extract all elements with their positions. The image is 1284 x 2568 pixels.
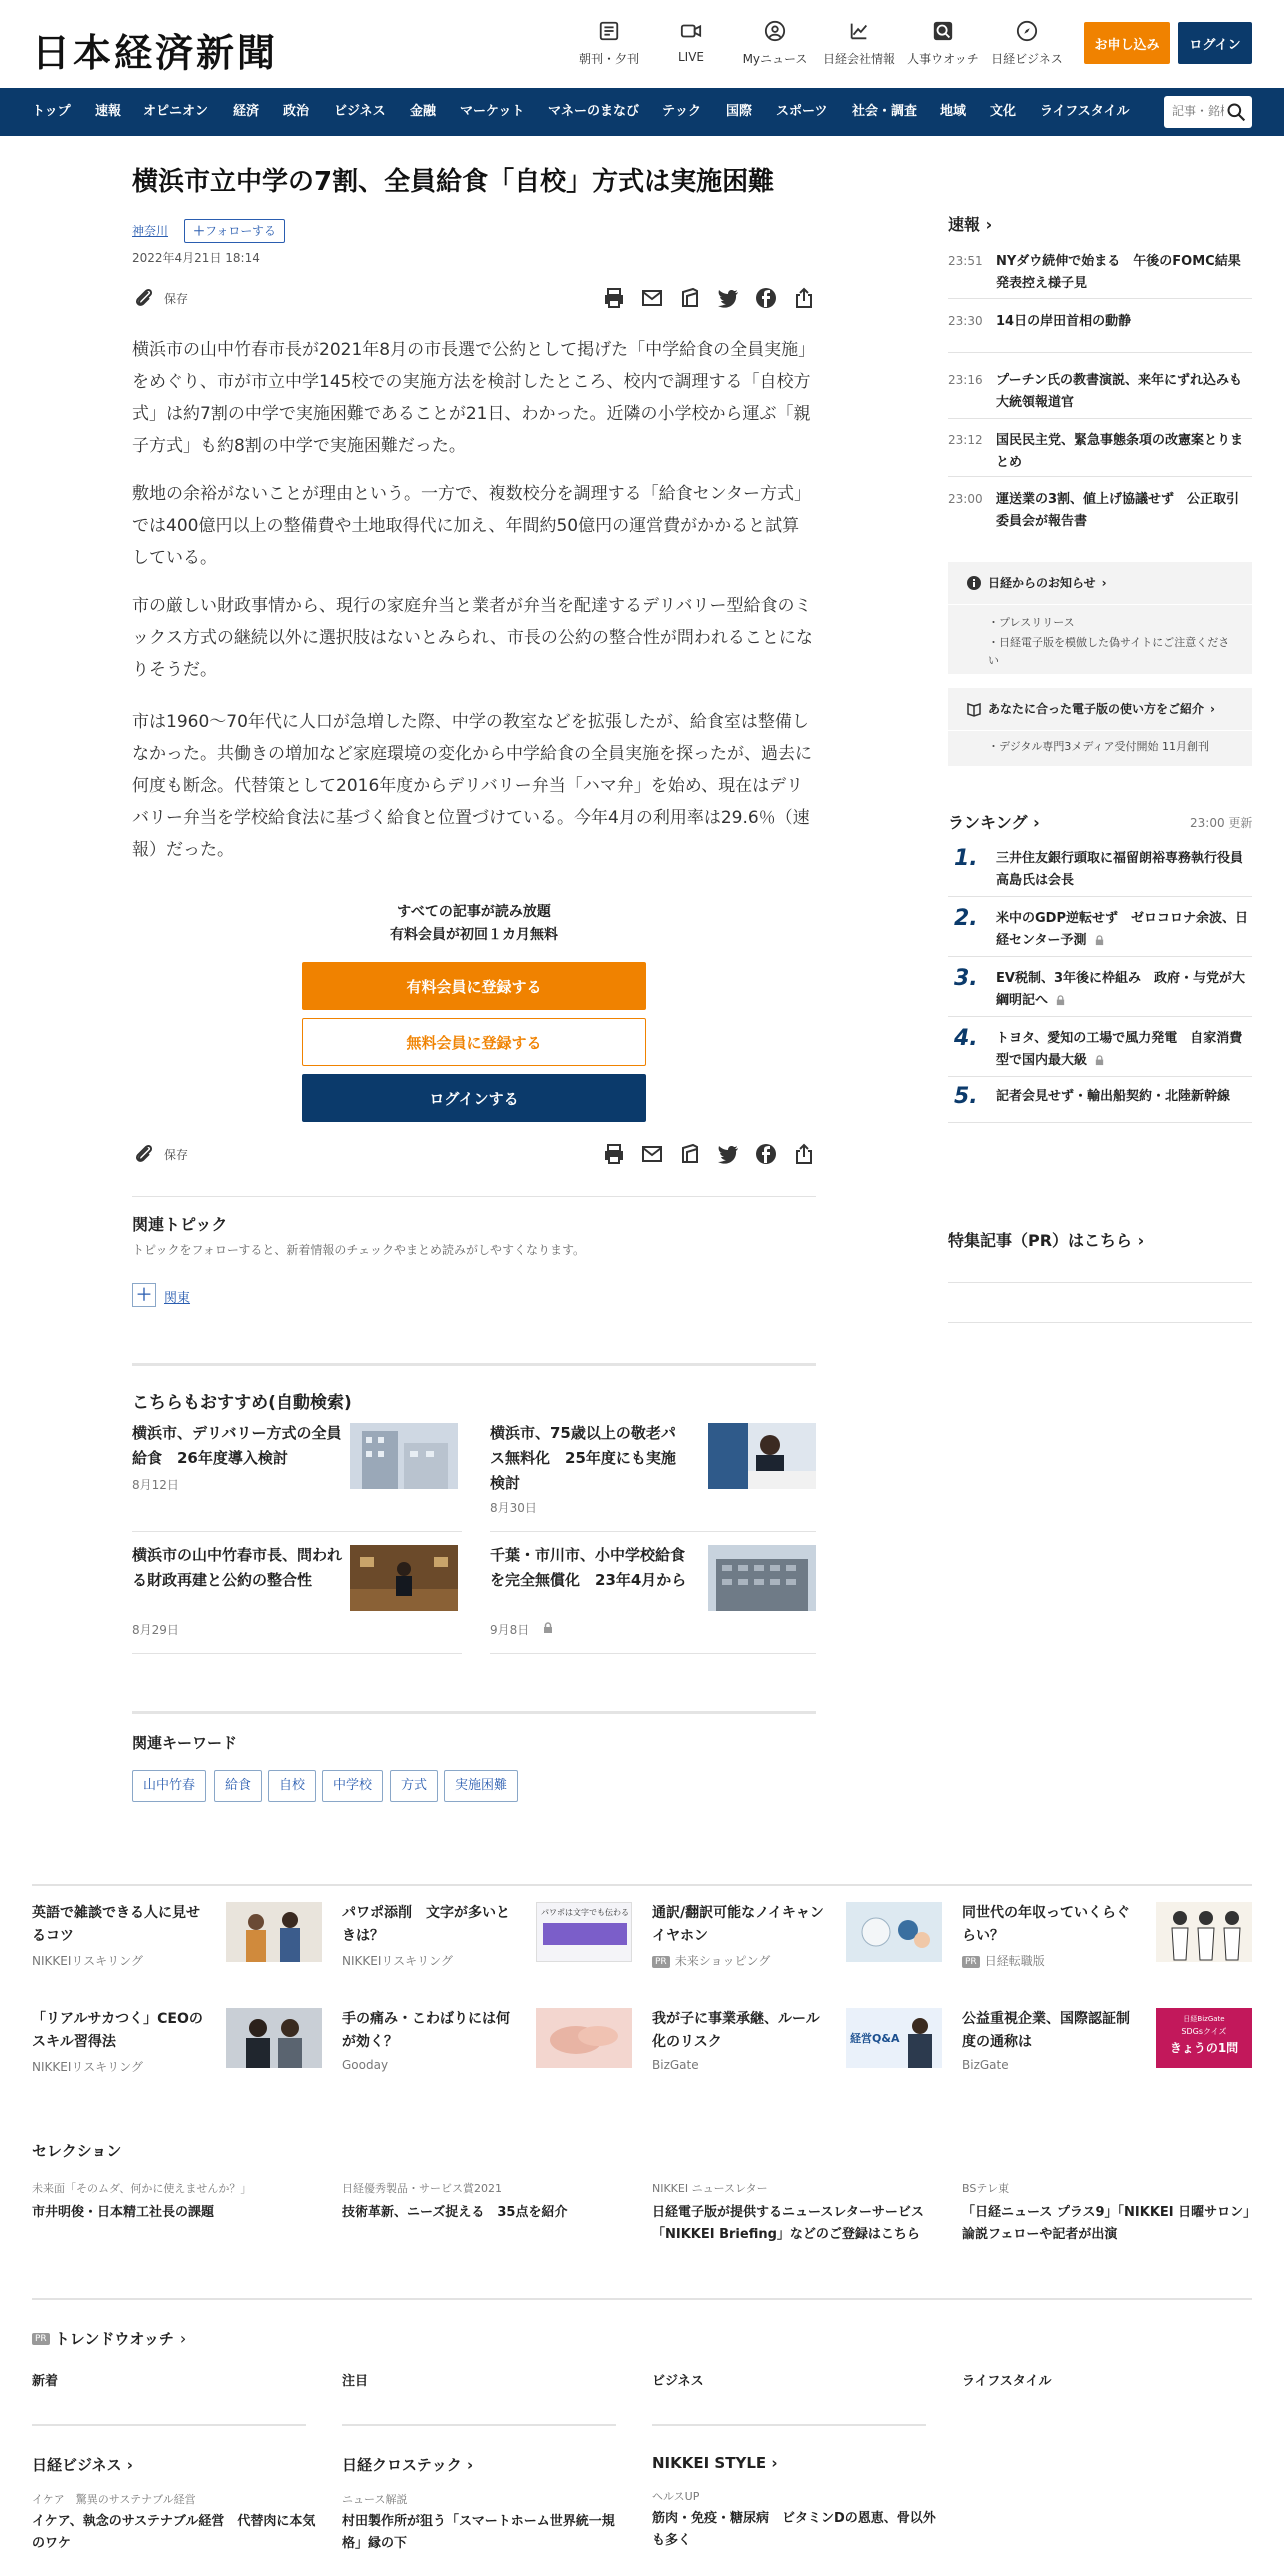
media-title[interactable]: 村田製作所が狙う「スマートホーム世界統一規格」縁の下 — [342, 2514, 615, 2551]
twitter-icon[interactable] — [716, 1142, 740, 1166]
flash-time: 23:30 — [948, 314, 983, 328]
recommend-date: 9月8日 — [490, 1623, 530, 1637]
flash-time: 23:51 — [948, 254, 983, 268]
media-heading-label: 日経クロステック — [342, 2456, 462, 2474]
sdgs-quiz-ad-image-brand: 日経BizGate — [1183, 2015, 1225, 2023]
save-button[interactable] — [132, 1142, 188, 1166]
selection-heading: セレクション — [32, 2142, 122, 2160]
selection-title: 日経電子版が提供するニュースレターサービス「NIKKEI Briefing」などのご登録はこちら — [652, 2205, 924, 2242]
media-kicker: ニュース解説 — [342, 2493, 408, 2506]
keyword-tag[interactable]: 自校 — [268, 1770, 316, 1802]
media-heading[interactable] — [342, 2454, 632, 2475]
nav-item[interactable]: 政治 — [283, 104, 310, 119]
ad-card[interactable] — [962, 2008, 1252, 2080]
ranking-item[interactable]: トヨタ、愛知の工場で風力発電 自家消費型で国内最大級 — [996, 1031, 1243, 1068]
ranking-heading[interactable] — [948, 810, 1040, 833]
search-input[interactable] — [1172, 96, 1224, 126]
paywall-login-button[interactable]: ログインする — [302, 1074, 646, 1122]
follow-label: フォローする — [205, 224, 276, 238]
divider — [32, 2298, 1252, 2300]
media-heading[interactable] — [32, 2454, 322, 2475]
save-label: 保存 — [164, 1147, 189, 1162]
divider — [32, 1884, 1252, 1886]
trend-col-label[interactable]: ライフスタイル — [962, 2374, 1052, 2389]
ad-title: 公益重視企業、国際認証制度の通称は — [962, 2011, 1130, 2050]
print-icon[interactable] — [602, 1142, 626, 1166]
ad-source: Gooday — [342, 2058, 389, 2072]
recommend-title: 横浜市の山中竹春市長、問われる財政再建と公約の整合性 — [132, 1546, 343, 1589]
article-date: 2022年4月21日 18:14 — [132, 251, 260, 265]
recommend-heading: こちらもおすすめ(自動検索) — [132, 1393, 352, 1413]
nav-item[interactable]: ライフスタイル — [1040, 104, 1130, 119]
media-block — [652, 2454, 942, 2552]
header-link-label: 日経会社情報 — [822, 52, 895, 66]
lock-icon — [1094, 1055, 1105, 1066]
slide-ad-image-text: パワポは文字でも伝わる — [541, 1908, 629, 1917]
divider — [948, 476, 1252, 477]
rank-number: 4. — [954, 1026, 978, 1051]
ranking-item[interactable]: 三井住友銀行頭取に福留朗裕専務執行役員 高島氏は会長 — [996, 851, 1257, 888]
subscribe-button[interactable]: お申し込み — [1084, 22, 1170, 64]
notice-item-label: 日経電子版を模倣した偽サイトにご注意ください — [988, 636, 1230, 667]
paperclip-icon — [132, 286, 156, 310]
chevron-right-icon: › — [1137, 1231, 1145, 1250]
media-kicker: イケア 驚異のサステナブル経営 — [32, 2493, 196, 2506]
nav-item[interactable]: 文化 — [990, 104, 1017, 119]
search-person-icon — [932, 20, 954, 42]
recommend-card[interactable] — [132, 1543, 462, 1653]
slide-ad-image-bar — [543, 1923, 627, 1945]
earbuds-ad-image — [846, 1902, 942, 1962]
media-title[interactable]: 筋肉・免疫・糖尿病 ビタミンDの恩恵、骨以外も多く — [652, 2511, 936, 2548]
selection-title: 市井明俊・日本精工社長の課題 — [32, 2205, 215, 2220]
keyword-tag[interactable]: 山中竹春 — [132, 1770, 206, 1802]
selection-item[interactable] — [652, 2180, 942, 2246]
selection-kicker: NIKKEI ニュースレター — [652, 2182, 768, 2195]
keyword-tag[interactable]: 実施困難 — [444, 1770, 518, 1802]
divider — [132, 1711, 816, 1714]
divider — [132, 1653, 462, 1654]
feature-pr-heading[interactable] — [948, 1228, 1144, 1251]
mail-icon[interactable] — [640, 1142, 664, 1166]
sdgs-quiz-ad-image-label: SDGsクイズ — [1181, 2027, 1227, 2036]
notice-heading[interactable] — [966, 574, 1107, 591]
ad-title: 同世代の年収っていくらぐらい？ — [962, 1905, 1130, 1944]
nav-item[interactable]: ビジネス — [334, 104, 386, 119]
divider — [490, 1531, 816, 1532]
rank-number: 1. — [954, 846, 978, 871]
divider — [948, 730, 1252, 731]
ranking-item[interactable]: 米中のGDP逆転せず ゼロコロナ余波、日経センター予測 — [996, 911, 1248, 948]
media-heading-label: NIKKEI STYLE — [652, 2454, 767, 2472]
slide-ad-image — [536, 1902, 632, 1962]
compass-icon — [1016, 20, 1038, 42]
ad-card[interactable] — [342, 2008, 632, 2080]
media-block — [32, 2454, 322, 2555]
paperclip-icon — [132, 1142, 156, 1166]
building-photo-thumbnail — [350, 1423, 458, 1489]
trend-col-label[interactable]: ビジネス — [652, 2374, 704, 2389]
ad-card[interactable] — [32, 2008, 322, 2080]
chevron-right-icon: › — [771, 2454, 778, 2472]
ad-source: NIKKEIリスキリング — [32, 2060, 143, 2074]
ad-card[interactable] — [962, 1902, 1252, 1974]
ad-card[interactable] — [32, 1902, 322, 1974]
nikkei-logo[interactable]: 日本経済新聞 — [32, 30, 279, 75]
selection-item[interactable] — [962, 2180, 1252, 2246]
flash-time: 23:12 — [948, 433, 983, 447]
mayor-press-photo-thumbnail — [708, 1423, 816, 1489]
flash-title[interactable]: NYダウ続伸で始まる 午後のFOMC結果発表控え様子見 — [996, 254, 1241, 291]
selection-title: 技術革新、ニーズ捉える 35点を紹介 — [342, 2205, 568, 2220]
header-link-label: LIVE — [677, 50, 704, 64]
chart-icon — [848, 20, 870, 42]
ranking-item[interactable]: 記者会見せず・輸出船契約・北陸新幹線 — [996, 1089, 1231, 1104]
header-link-mynews[interactable] — [738, 20, 812, 67]
article-paragraph: 市は1960～70年代に人口が急増した際、中学の教室などを拡張したが、給食室は整備しなかった。共働きの増加など家庭環境の変化から中学給食の全員実施を探ったが、過去に何度も断念。代替策として2016年度からデリバリー弁当「ハマ弁」を始め、現在はデリバリー弁当を学校給食法に基づく給食と位置づけている。今年4月の利用率は29.6％（速報）だった。 — [132, 712, 812, 860]
main-nav — [0, 88, 1284, 136]
nav-item[interactable]: 金融 — [410, 104, 437, 119]
topic-follow-plus-icon[interactable]: ＋ — [132, 1283, 156, 1307]
guide-item-label: デジタル専門3メディア受付開始 11月創刊 — [999, 740, 1209, 753]
header-link-company[interactable] — [822, 20, 896, 67]
chevron-right-icon: › — [1033, 813, 1040, 832]
pr-badge: PR — [652, 1956, 670, 1968]
assembly-photo-thumbnail — [350, 1545, 458, 1611]
paid-register-button[interactable]: 有料会員に登録する — [302, 962, 646, 1010]
ad-card[interactable] — [652, 1902, 942, 1974]
divider — [948, 1122, 1252, 1123]
ad-title: 我が子に事業承継、ルール化のリスク — [652, 2011, 820, 2050]
ad-source: NIKKEIリスキリング — [32, 1954, 143, 1968]
selection-kicker: 日経優秀製品・サービス賞2021 — [342, 2182, 502, 2195]
notice-item[interactable]: ・プレスリリース — [988, 616, 1075, 629]
nav-item[interactable]: マーケット — [460, 104, 525, 119]
ad-source — [652, 1952, 770, 1969]
media-title[interactable]: イケア、執念のサステナブル経営 代替肉に本気のワケ — [32, 2514, 316, 2551]
feature-pr-heading-label: 特集記事（PR）はこちら — [948, 1231, 1133, 1250]
ad-title: 通訳/翻訳可能なノイキャンイヤホン — [652, 1905, 824, 1944]
lock-icon — [542, 1622, 554, 1634]
rank-number: 3. — [954, 966, 978, 991]
trend-col-label[interactable]: 新着 — [32, 2374, 59, 2389]
selection-item[interactable] — [32, 2180, 322, 2224]
article-paragraph: 敷地の余裕がないことが理由という。一方で、複数校分を調理する「給食センター方式」では400億円以上の整備費や土地取得代に加え、年間約50億円の運営費がかかると試算している。 — [132, 484, 811, 568]
header-link-label: 日経ビジネス — [991, 52, 1063, 66]
lock-icon — [1055, 995, 1066, 1006]
people-photo-ad-image — [226, 2008, 322, 2068]
free-register-button[interactable]: 無料会員に登録する — [302, 1018, 646, 1066]
divider — [342, 2424, 616, 2426]
ranking-updated: 23:00 更新 — [1190, 816, 1253, 830]
save-button[interactable] — [132, 286, 188, 310]
share-icon[interactable] — [792, 286, 816, 310]
follow-button[interactable] — [184, 219, 285, 243]
divider — [32, 2424, 306, 2426]
facebook-icon[interactable] — [754, 286, 778, 310]
divider — [948, 352, 1252, 353]
hands-photo-ad-image — [536, 2008, 632, 2068]
management-qa-ad-image-body — [908, 2034, 932, 2068]
nav-item[interactable]: テック — [662, 104, 702, 119]
flash-news-heading-label: 速報 — [948, 215, 981, 234]
city-hall-photo-thumbnail — [708, 1545, 816, 1611]
ad-source-label: 日経転職版 — [984, 1954, 1045, 1968]
nav-item[interactable]: 経済 — [233, 104, 260, 119]
save-label: 保存 — [164, 291, 189, 306]
recommend-title: 千葉・市川市、小中学校給食を完全無償化 23年4月から — [490, 1546, 687, 1589]
nav-item[interactable]: 国際 — [726, 104, 753, 119]
ranking-item[interactable]: EV税制、3年後に枠組み 政府・与党が大綱明記へ — [996, 971, 1245, 1008]
selection-item[interactable] — [342, 2180, 632, 2224]
trend-watch-heading[interactable] — [32, 2328, 186, 2349]
nav-item[interactable]: オピニオン — [143, 104, 209, 119]
plus-icon: ＋ — [193, 224, 206, 238]
article-toolbar-bottom — [132, 1138, 816, 1170]
video-icon — [680, 20, 702, 42]
rank-number: 5. — [954, 1084, 978, 1109]
print-icon[interactable] — [602, 286, 626, 310]
recommend-date: 8月12日 — [132, 1478, 179, 1492]
person-icon — [764, 20, 786, 42]
facebook-icon[interactable] — [754, 1142, 778, 1166]
header-link-jinji[interactable] — [906, 20, 980, 67]
ad-title: 「リアルサカつく」CEOのスキル習得法 — [32, 2011, 203, 2050]
pr-badge: PR — [962, 1956, 980, 1968]
divider — [948, 604, 1252, 605]
recommend-title: 横浜市、デリバリー方式の全員給食 26年度導入検討 — [132, 1424, 342, 1467]
info-icon — [966, 575, 982, 591]
rank-number: 2. — [954, 906, 978, 931]
header-link-live[interactable] — [654, 20, 728, 64]
management-qa-ad-image — [846, 2008, 942, 2068]
divider — [948, 418, 1252, 419]
divider — [948, 1322, 1252, 1323]
ad-title: 手の痛み・こわばりには何が効く？ — [342, 2011, 510, 2050]
notice-heading-label: 日経からのお知らせ — [988, 576, 1096, 590]
ad-title: パワポ添削 文字が多いときは？ — [342, 1905, 510, 1944]
divider — [652, 2424, 926, 2426]
media-heading-label: 日経ビジネス — [32, 2456, 122, 2474]
mail-icon[interactable] — [640, 286, 664, 310]
lock-icon — [1094, 935, 1105, 946]
divider — [132, 1196, 816, 1197]
paywall-line: すべての記事が読み放題 — [397, 904, 551, 920]
chevron-right-icon: › — [126, 2456, 133, 2474]
guide-item[interactable]: ・デジタル専門3メディア受付開始 11月創刊 — [988, 740, 1209, 753]
illustration-people-ad-image — [1156, 1902, 1252, 1962]
clip-icon[interactable] — [678, 1142, 702, 1166]
recommend-date: 8月29日 — [132, 1623, 179, 1637]
article-paragraph: 横浜市の山中竹春市長が2021年8月の市長選で公約として掲げた「中学給食の全員実施」をめぐり、市が市立中学145校での実施方法を検討したところ、校内で調理する「自校方式」は約7割の中学で実施困難であることが21日、わかった。近隣の小学校から運ぶ「親子方式」も約8割の中学で実施困難だった。 — [132, 340, 816, 456]
keyword-tag[interactable]: 方式 — [390, 1770, 438, 1802]
region-tag-link[interactable]: 神奈川 — [132, 224, 169, 238]
divider — [948, 1016, 1252, 1017]
recommend-card[interactable] — [132, 1421, 462, 1531]
recommend-card[interactable] — [490, 1421, 816, 1531]
flash-title[interactable]: 運送業の3割、値上げ協議せず 公正取引委員会が報告書 — [996, 492, 1240, 529]
divider — [948, 896, 1252, 897]
login-button[interactable]: ログイン — [1178, 22, 1252, 64]
divider — [132, 1363, 816, 1366]
divider — [948, 956, 1252, 957]
trend-watch-heading-label: トレンドウオッチ — [54, 2330, 174, 2348]
chevron-right-icon: › — [179, 2329, 187, 2348]
chevron-right-icon: › — [1210, 701, 1215, 716]
flash-time: 23:00 — [948, 492, 983, 506]
article-paragraph: 市の厳しい財政事情から、現行の家庭弁当と業者が弁当を配達するデリバリー型給食のミックス方式の継続以外に選択肢はないとみられ、市長の公約の整合性が問われることになりそうだ。 — [132, 596, 813, 680]
nav-item[interactable]: 社会・調査 — [852, 104, 918, 119]
ad-source: BizGate — [652, 2058, 699, 2072]
topics-heading: 関連トピック — [132, 1215, 228, 1234]
flash-news-heading[interactable] — [948, 212, 992, 235]
header-link-paper[interactable] — [572, 20, 646, 67]
search-icon[interactable] — [1226, 102, 1246, 122]
flash-title[interactable]: プーチン氏の教書演説、来年にずれ込みも 大統領報道官 — [996, 373, 1255, 410]
topics-desc: トピックをフォローすると、新着情報のチェックやまとめ読みがしやすくなります。 — [132, 1243, 586, 1257]
management-qa-ad-image-text: 経営Q&A — [850, 2032, 900, 2045]
ad-card[interactable] — [652, 2008, 942, 2080]
paywall-line: 有料会員が初回１カ月無料 — [390, 927, 558, 943]
ad-source — [962, 1952, 1045, 1969]
flash-time: 23:16 — [948, 373, 983, 387]
recommend-date: 8月30日 — [490, 1501, 537, 1515]
guide-heading-label: あなたに合った電子版の使い方をご紹介 — [988, 702, 1205, 716]
topic-link[interactable]: 関東 — [164, 1291, 191, 1306]
recommend-title: 横浜市、75歳以上の敬老パス無料化 25年度にも実施検討 — [490, 1424, 676, 1492]
header-link-label: Myニュース — [742, 52, 808, 66]
pr-badge: PR — [32, 2333, 50, 2345]
sdgs-quiz-ad-image-title: きょうの1問 — [1169, 2041, 1239, 2055]
selection-title: 「日経ニュース プラス9」「NIKKEI 日曜サロン」論説フェローや記者が出演 — [962, 2205, 1250, 2242]
trend-col-label[interactable]: 注目 — [342, 2374, 369, 2389]
management-qa-ad-image-head — [912, 2018, 928, 2034]
flash-title[interactable]: 14日の岸田首相の動静 — [996, 314, 1132, 329]
header-link-label: 人事ウオッチ — [907, 52, 979, 66]
clip-icon[interactable] — [678, 286, 702, 310]
nav-item[interactable]: マネーのまなび — [548, 104, 640, 119]
divider — [948, 1282, 1252, 1283]
notice-item[interactable]: ・日経電子版を模倣した偽サイトにご注意ください — [988, 636, 1230, 667]
keyword-tag[interactable]: 給食 — [214, 1770, 262, 1802]
header-link-label: 朝刊・夕刊 — [578, 52, 639, 66]
book-icon — [966, 701, 982, 717]
nav-item[interactable]: トップ — [32, 104, 71, 119]
header-link-business[interactable] — [990, 20, 1064, 67]
article-title: 横浜市立中学の7割、全員給食「自校」方式は実施困難 — [132, 167, 775, 197]
chevron-right-icon: › — [466, 2456, 474, 2474]
keyword-tag[interactable]: 中学校 — [322, 1770, 383, 1802]
media-block — [342, 2454, 632, 2555]
ad-source-label: 未来ショッピング — [674, 1954, 771, 1968]
article-toolbar-top — [132, 282, 816, 314]
divider — [948, 298, 1252, 299]
divider — [948, 1076, 1252, 1077]
notice-box — [948, 562, 1252, 674]
keywords-heading: 関連キーワード — [132, 1734, 238, 1752]
sdgs-quiz-ad-image — [1156, 2008, 1252, 2068]
recommend-card[interactable] — [490, 1543, 816, 1653]
notice-item-label: プレスリリース — [999, 616, 1075, 629]
twitter-icon[interactable] — [716, 286, 740, 310]
guide-heading[interactable] — [966, 700, 1215, 717]
ad-source: BizGate — [962, 2058, 1009, 2072]
media-heading[interactable] — [652, 2454, 942, 2472]
ad-title: 英語で雑談できる人に見せるコツ — [32, 1905, 200, 1944]
people-photo-ad-image — [226, 1902, 322, 1962]
media-kicker: ヘルスUP — [652, 2490, 700, 2503]
selection-kicker: 未来面「そのムダ、何かに使えませんか？」 — [32, 2182, 252, 2195]
chevron-right-icon: › — [985, 215, 993, 234]
divider — [132, 1531, 462, 1532]
ranking-heading-label: ランキング — [948, 813, 1028, 832]
ad-card[interactable] — [342, 1902, 632, 1974]
divider — [490, 1653, 816, 1654]
guide-box — [948, 688, 1252, 766]
flash-title[interactable]: 国民民主党、緊急事態条項の改憲案とりまとめ — [996, 433, 1244, 470]
chevron-right-icon: › — [1101, 575, 1107, 590]
nav-item[interactable]: スポーツ — [776, 104, 828, 119]
nav-item[interactable]: 地域 — [940, 104, 967, 119]
nav-item[interactable]: 速報 — [95, 104, 122, 119]
share-icon[interactable] — [792, 1142, 816, 1166]
ad-source: NIKKEIリスキリング — [342, 1954, 453, 1968]
selection-kicker: BSテレ東 — [962, 2182, 1010, 2195]
nav-search-box — [1164, 96, 1252, 128]
newspaper-icon — [598, 20, 620, 42]
